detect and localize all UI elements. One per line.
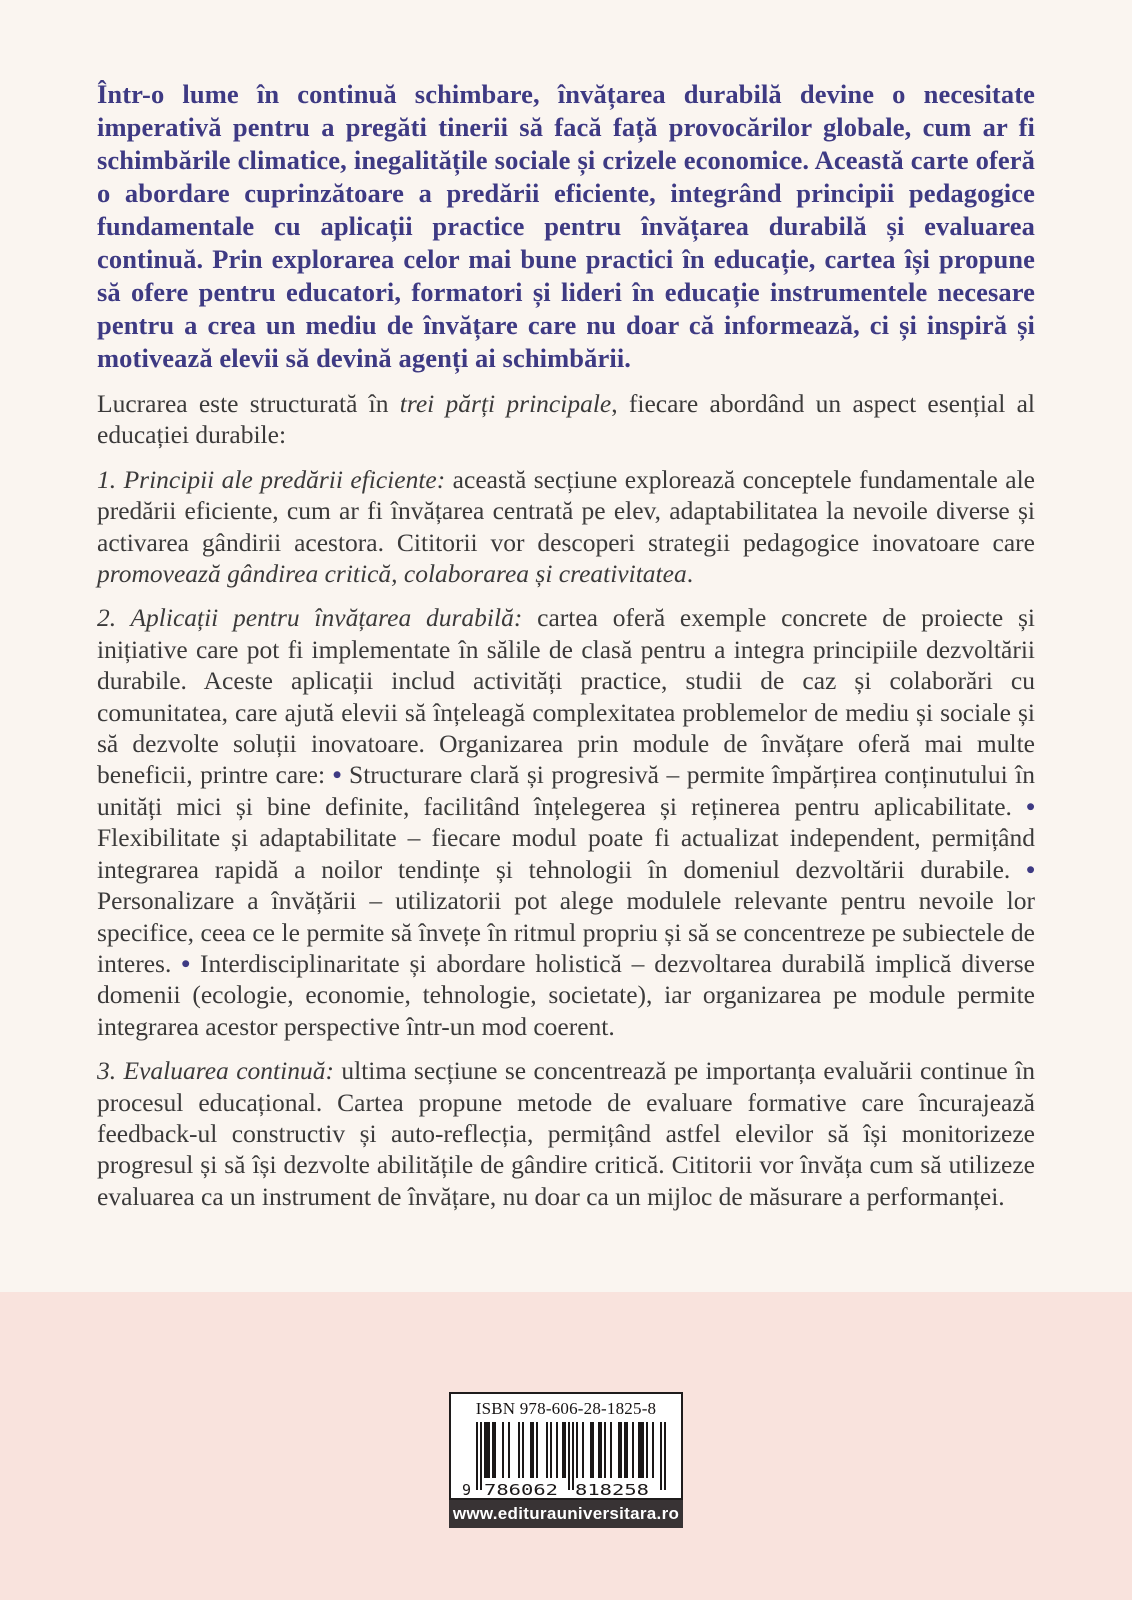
isbn-box (449, 1392, 683, 1500)
text-run: Într-o lume în continuă schimbare, învățarea durabilă devine o necesitate imperativă pentru a pregăti tinerii să facă față provocărilor globale, cum ar fi schimbările climatice, inegalitățile sociale și crizele economice. Această carte oferă o abordare cuprinzătoare a predării eficiente, integrând principii pedagogice fundamentale cu aplicații practice pentru învățarea durabilă și evaluarea continuă. Prin explorarea celor mai bune practici în educație, cartea își propune să ofere pentru educatori, formatori și lideri în educație instrumentele necesare pentru a crea un mediu de învățare care nu doar că informează, ci și inspiră și motivează elevii să devină agenți ai schimbării. (97, 79, 1035, 373)
paragraph (97, 78, 1035, 375)
bullet-icon: • (1026, 854, 1035, 884)
paragraph (97, 602, 1035, 1042)
ean13-barcode-icon (460, 1422, 672, 1500)
italic-text: 1. Principii ale predării eficiente: (97, 464, 446, 494)
text-run: Personalizare a învățării – utilizatorii pot alege modulele relevante pentru nevoile lor specifice, ceea ce le permite să învețe în ritmul propriu și să se concentreze pe subiectele de interes. (97, 886, 1035, 978)
svg-text:818258: 818258 (575, 1481, 649, 1499)
footer-band (0, 1292, 1132, 1600)
publisher-url: www.editurauniversitara.ro (452, 1504, 680, 1523)
text-run: Lucrarea este structurată în (97, 389, 400, 418)
italic-text: 3. Evaluarea continuă: (97, 1056, 334, 1086)
text-run: . (686, 559, 694, 589)
bullet-icon: • (332, 760, 342, 790)
text-run: Structurare clară și progresivă – permite împărțirea conținutului în unități mici și bine definite, facilitând înțelegerea și reținerea pentru aplicabilitate. (97, 760, 1035, 821)
svg-text:9: 9 (462, 1481, 472, 1499)
text-run: cartea oferă exemple concrete de proiecte și inițiative care pot fi implementate în sălile de clasă pentru a integra principiile dezvoltării durabile. Aceste aplicații includ activități practice, studii de caz și colaborări cu comunitatea, care ajută elevii să înțeleagă complexitatea problemelor de mediu și sociale și să dezvolte soluții inovatoare. Organizarea prin module de învățare oferă mai multe beneficii, printre care: (97, 603, 1035, 790)
paragraph (97, 464, 1035, 590)
text-run: această secțiune explorează conceptele fundamentale ale predării eficiente, cum ar fi învățarea centrată pe elev, adaptabilitatea la nevoile diverse și activarea gândirii acestora. Cititorii vor descoperi strategii pedagogice inovatoare care (97, 464, 1035, 557)
text-run: Flexibilitate și adaptabilitate – fiecare modul poate fi actualizat independent, permițând integrarea rapidă a noilor tendințe și tehnologii în domeniul dezvoltării durabile. (97, 823, 1035, 884)
text-run: , fiecare abordând un aspect esențial al educației durabile: (97, 389, 1035, 450)
isbn-number: ISBN 978-606-28-1825-8 (475, 1399, 657, 1418)
italic-text: promovează gândirea critică, colaborarea și creativitatea (97, 559, 687, 589)
text-run: Interdisciplinaritate și abordare holistică – dezvoltarea durabilă implică diverse domenii (ecologie, economie, tehnologie, societate), iar organizarea pe module permite integrarea acestor perspective într-un mod coerent. (97, 948, 1035, 1041)
svg-text:786062: 786062 (484, 1481, 558, 1499)
text-run: ultima secțiune se concentrează pe importanța evaluării continue în procesul educațional. Cartea propune metode de evaluare formative care încurajează feedback-ul constructiv și auto-reflecția, permițând astfel elevilor să își monitorizeze progresul și să își dezvolte abilitățile de gândire critică. Cititorii vor învăța cum să utilizeze evaluarea ca un instrument de învățare, nu doar ca un mijloc de măsurare a performanței. (97, 1056, 1035, 1211)
publisher-url-bar (449, 1500, 683, 1528)
bullet-icon: • (1026, 791, 1035, 821)
italic-text: 2. Aplicații pentru învățarea durabilă: (97, 603, 523, 633)
italic-text: trei părți principale (399, 389, 612, 418)
paragraph (97, 1055, 1035, 1212)
isbn-block (449, 1392, 683, 1528)
back-cover-text (97, 78, 1035, 1225)
paragraph (97, 388, 1035, 451)
bullet-icon: • (181, 948, 191, 978)
